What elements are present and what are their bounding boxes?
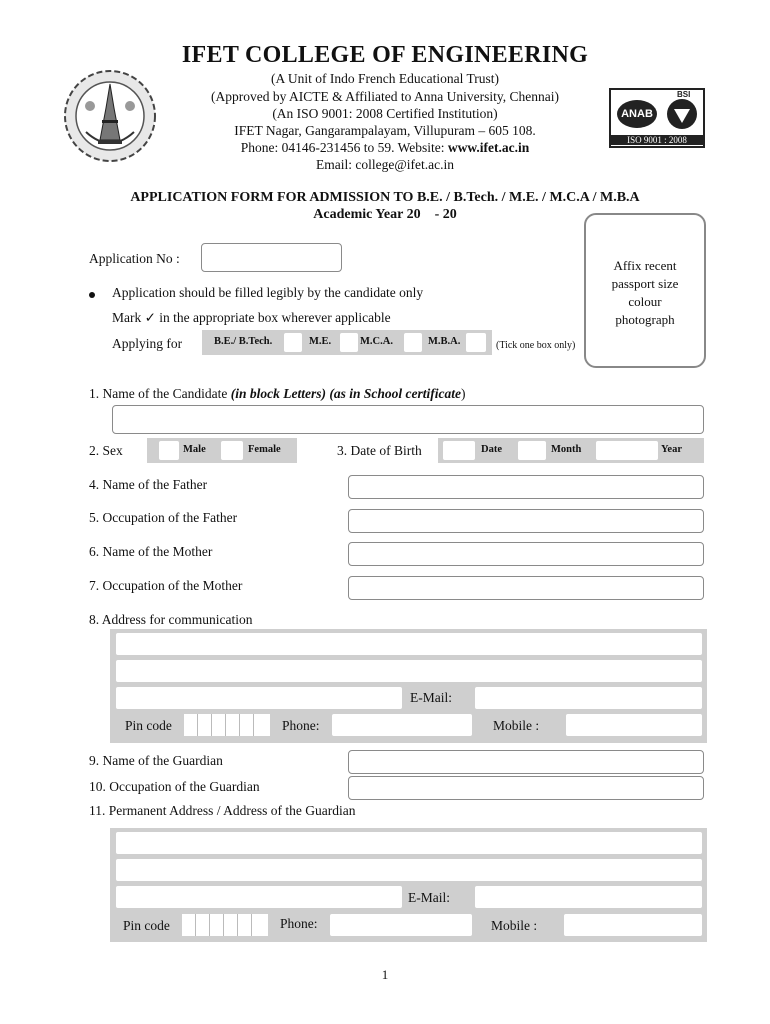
- college-name: IFET COLLEGE OF ENGINEERING: [181, 42, 589, 68]
- mother-occupation-input[interactable]: [348, 576, 704, 600]
- perm-phone-label: Phone:: [280, 916, 318, 931]
- iso-certification-badge: [609, 88, 705, 148]
- mother-name-input[interactable]: [348, 542, 704, 566]
- dob-date-label: Date: [481, 444, 502, 455]
- q1-close: ): [460, 386, 466, 401]
- q2-label: 2. Sex: [89, 443, 123, 458]
- pincode-input[interactable]: [184, 714, 270, 736]
- q4-label: 4. Name of the Father: [89, 477, 208, 492]
- college-emblem-icon: [62, 68, 158, 164]
- dob-date-input[interactable]: [443, 441, 475, 460]
- dob-year-input[interactable]: [596, 441, 658, 460]
- tick-note: (Tick one box only): [496, 340, 576, 351]
- guardian-name-input[interactable]: [348, 750, 704, 774]
- phone-label: Phone:: [282, 718, 320, 733]
- email-label: E-Mail:: [410, 690, 452, 705]
- q7-label: 7. Occupation of the Mother: [89, 578, 243, 593]
- father-occupation-input[interactable]: [348, 509, 704, 533]
- perm-address-line2-input[interactable]: [116, 859, 702, 881]
- father-name-input[interactable]: [348, 475, 704, 499]
- page-number: 1: [381, 967, 389, 982]
- instruction-tick: Mark ✓ in the appropriate box wherever applicable: [112, 310, 391, 325]
- program-mba: M.B.A.: [428, 336, 461, 347]
- dob-year-label: Year: [661, 444, 682, 455]
- q1-text: 1. Name of the Candidate: [89, 386, 228, 401]
- application-no-input[interactable]: [201, 243, 342, 272]
- male-label: Male: [183, 444, 206, 455]
- perm-address-line3-input[interactable]: [116, 886, 402, 908]
- program-mba-checkbox[interactable]: [466, 333, 486, 352]
- perm-phone-input[interactable]: [330, 914, 472, 936]
- q10-label: 10. Occupation of the Guardian: [89, 779, 260, 794]
- q1-school-cert: (as in School certificate: [329, 386, 461, 401]
- male-checkbox[interactable]: [159, 441, 179, 460]
- header-line2: (Approved by AICTE & Affiliated to Anna University, Chennai): [211, 89, 559, 104]
- q11-label: 11. Permanent Address / Address of the Guardian: [89, 803, 356, 818]
- dob-fields: [438, 438, 704, 463]
- permanent-address-block: [110, 828, 707, 942]
- q3-label: 3. Date of Birth: [337, 443, 422, 458]
- mobile-label: Mobile :: [493, 718, 540, 733]
- address-line1-input[interactable]: [116, 633, 702, 655]
- female-checkbox[interactable]: [221, 441, 243, 460]
- photo-box[interactable]: [584, 213, 706, 368]
- q5-label: 5. Occupation of the Father: [89, 510, 238, 525]
- address-line3-input[interactable]: [116, 687, 402, 709]
- form-title: APPLICATION FORM FOR ADMISSION TO B.E. / B.Tech. / M.E. / M.C.A / M.B.A: [130, 190, 640, 205]
- sex-options: [147, 438, 297, 463]
- perm-mobile-input[interactable]: [564, 914, 702, 936]
- website-link[interactable]: www.ifet.ac.in: [447, 140, 530, 155]
- address-line2-input[interactable]: [116, 660, 702, 682]
- q9-label: 9. Name of the Guardian: [89, 753, 223, 768]
- program-be-btech-checkbox[interactable]: [284, 333, 302, 352]
- header-line4: IFET Nagar, Gangarampalayam, Villupuram – 605 108.: [234, 123, 536, 138]
- header-line3: (An ISO 9001: 2008 Certified Institution): [272, 106, 498, 121]
- q6-label: 6. Name of the Mother: [89, 544, 213, 559]
- header-email: Email: college@ifet.ac.in: [316, 157, 454, 172]
- bsi-text: BSI: [677, 90, 691, 99]
- mobile-input[interactable]: [566, 714, 702, 736]
- applying-for-label: Applying for: [112, 336, 183, 351]
- academic-year: Academic Year 20 - 20: [313, 207, 457, 222]
- q8-label: 8. Address for communication: [89, 612, 253, 627]
- perm-pincode-label: Pin code: [123, 918, 170, 933]
- q1-block-letters: (in block Letters): [230, 386, 326, 401]
- program-options: [202, 330, 492, 355]
- dob-month-input[interactable]: [518, 441, 546, 460]
- perm-email-input[interactable]: [475, 886, 702, 908]
- program-me-checkbox[interactable]: [340, 333, 358, 352]
- header-line1: (A Unit of Indo French Educational Trust): [271, 71, 499, 86]
- pincode-label: Pin code: [125, 718, 172, 733]
- program-mca: M.C.A.: [360, 336, 393, 347]
- program-be-btech: B.E./ B.Tech.: [214, 336, 273, 347]
- perm-address-line1-input[interactable]: [116, 832, 702, 854]
- photo-instruction: Affix recent passport size colour photograph: [611, 258, 679, 327]
- program-mca-checkbox[interactable]: [404, 333, 422, 352]
- candidate-name-input[interactable]: [112, 405, 704, 434]
- female-label: Female: [248, 444, 281, 455]
- bullet-icon: [89, 292, 95, 298]
- anab-logo-icon: ANAB: [617, 100, 657, 128]
- communication-address-block: [110, 629, 707, 743]
- instruction-legibly: Application should be filled legibly by the candidate only: [112, 285, 424, 300]
- perm-email-label: E-Mail:: [408, 890, 450, 905]
- email-input[interactable]: [475, 687, 702, 709]
- phone-input[interactable]: [332, 714, 472, 736]
- program-me: M.E.: [309, 336, 332, 347]
- dob-month-label: Month: [551, 444, 582, 455]
- perm-mobile-label: Mobile :: [491, 918, 538, 933]
- guardian-occupation-input[interactable]: [348, 776, 704, 800]
- phone-text: Phone: 04146-231456 to 59. Website:: [240, 140, 445, 155]
- application-no-label: Application No :: [89, 251, 180, 266]
- iso-badge-text: ISO 9001 : 2008: [611, 135, 703, 145]
- perm-pincode-input[interactable]: [182, 914, 268, 936]
- q1-label: [89, 386, 465, 402]
